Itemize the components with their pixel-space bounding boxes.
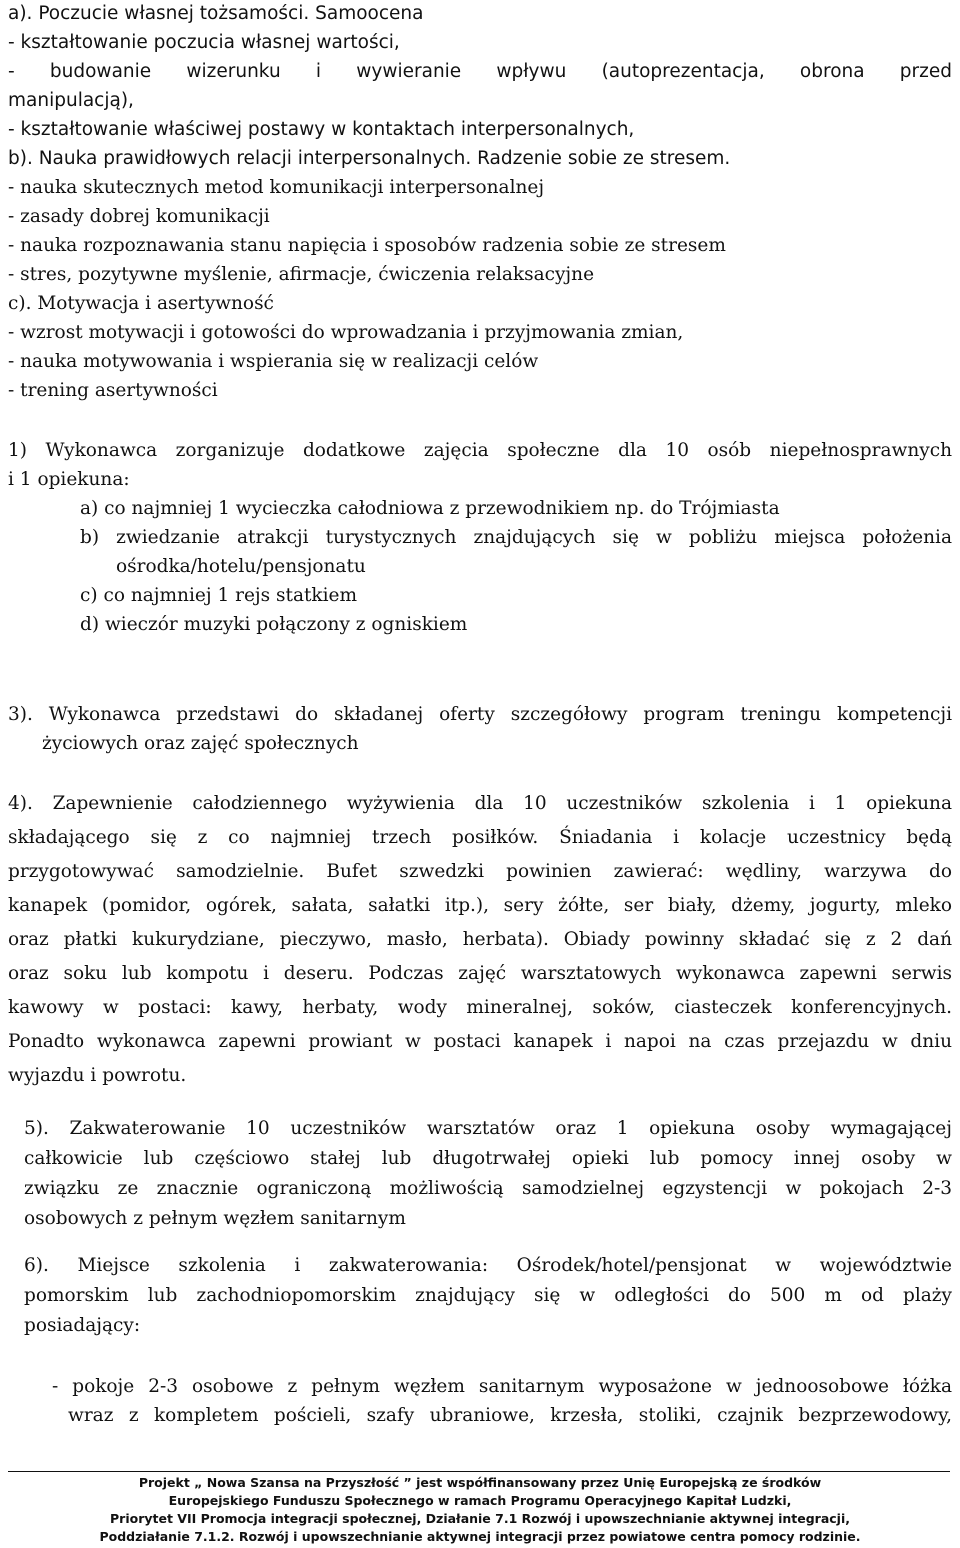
rooms-item-cont: wraz z kompletem pościeli, szafy ubraniowe, krzesła, stoliki, czajnik bezprzewodowy, <box>68 1405 952 1426</box>
section-c-item: - nauka motywowania i wspierania się w realizacji celów <box>8 351 539 372</box>
section-c-title: c). Motywacja i asertywność <box>8 293 274 314</box>
point-6-line: 6). Miejsce szkolenia i zakwaterowania: Ośrodek/hotel/pensjonat w województwie <box>24 1255 952 1276</box>
footer-line: Europejskiego Funduszu Społecznego w ramach Programu Operacyjnego Kapitał Ludzki, <box>168 1493 792 1508</box>
section-c-item: - wzrost motywacji i gotowości do wprowadzania i przyjmowania zmian, <box>8 322 684 343</box>
point-1-item-b-cont: ośrodka/hotelu/pensjonatu <box>116 556 366 577</box>
point-5-line: 5). Zakwaterowanie 10 uczestników warsztatów oraz 1 opiekuna osoby wymagającej <box>24 1118 952 1139</box>
footer-line: Projekt „ Nowa Szansa na Przyszłość ” jest współfinansowany przez Unię Europejską ze środków <box>138 1475 822 1490</box>
section-a-item: - kształtowanie właściwej postawy w kontaktach interpersonalnych, <box>8 119 635 140</box>
point-5-line: związku ze znacznie ograniczoną możliwością samodzielnej egzystencji w pokojach 2-3 <box>24 1178 952 1199</box>
footer-line: Poddziałanie 7.1.2. Rozwój i upowszechnianie aktywnej integracji przez powiatowe centra pomocy rodzinie. <box>99 1529 861 1544</box>
point-4-line: przygotowywać samodzielnie. Bufet szwedzki powinien zawierać: wędliny, warzywa do <box>8 861 952 882</box>
point-4-line: 4). Zapewnienie całodziennego wyżywienia dla 10 uczestników szkolenia i 1 opiekuna <box>8 793 952 814</box>
section-a-item: - budowanie wizerunku i wywieranie wpływu (autoprezentacja, obrona przed <box>8 61 952 82</box>
section-a-item: manipulacją), <box>8 90 134 111</box>
point-1-item-b: b) zwiedzanie atrakcji turystycznych znajdujących się w pobliżu miejsca położenia <box>80 527 952 548</box>
point-3-line: 3). Wykonawca przedstawi do składanej oferty szczegółowy program treningu kompetencji <box>8 704 952 725</box>
footer-line: Priorytet VII Promocja integracji społecznej, Działanie 7.1 Rozwój i upowszechnianie aktywnej integracji, <box>110 1511 850 1526</box>
point-5-line: całkowicie lub częściowo stałej lub długotrwałej opieki lub pomocy innej osoby w <box>24 1148 952 1169</box>
point-5-line: osobowych z pełnym węzłem sanitarnym <box>24 1208 406 1229</box>
section-b-item: - zasady dobrej komunikacji <box>8 206 270 227</box>
point-1-item-a: a) co najmniej 1 wycieczka całodniowa z przewodnikiem np. do Trójmiasta <box>80 498 780 519</box>
section-b-item: - nauka skutecznych metod komunikacji interpersonalnej <box>8 177 545 198</box>
point-4-line: kawowy w postaci: kawy, herbaty, wody mineralnej, soków, ciasteczek konferencyjnych. <box>8 997 952 1018</box>
point-4-line: kanapek (pomidor, ogórek, sałata, sałatki itp.), sery żółte, ser biały, dżemy, jogurty, mleko <box>8 895 952 916</box>
point-1-item-c: c) co najmniej 1 rejs statkiem <box>80 585 358 606</box>
point-4-line: Ponadto wykonawca zapewni prowiant w postaci kanapek i napoi na czas przejazdu w dniu <box>8 1031 952 1052</box>
section-b-item: - stres, pozytywne myślenie, afirmacje, ćwiczenia relaksacyjne <box>8 264 595 285</box>
section-b-item: - nauka rozpoznawania stanu napięcia i sposobów radzenia sobie ze stresem <box>8 235 726 256</box>
point-1-line: i 1 opiekuna: <box>8 469 130 490</box>
point-1-item-d: d) wieczór muzyki połączony z ogniskiem <box>80 614 468 635</box>
point-6-line: pomorskim lub zachodniopomorskim znajdujący się w odległości do 500 m od plaży <box>24 1285 952 1306</box>
section-a-item: - kształtowanie poczucia własnej wartości, <box>8 32 400 53</box>
point-4-line: oraz soku lub kompotu i deseru. Podczas zajęć warsztatowych wykonawca zapewni serwis <box>8 963 952 984</box>
point-1-line: 1) Wykonawca zorganizuje dodatkowe zajęcia społeczne dla 10 osób niepełnosprawnych <box>8 440 952 461</box>
point-6-line: posiadający: <box>24 1315 141 1336</box>
section-c-item: - trening asertywności <box>8 380 218 401</box>
rooms-item: - pokoje 2-3 osobowe z pełnym węzłem sanitarnym wyposażone w jednoosobowe łóżka <box>52 1376 952 1397</box>
section-a-title: a). Poczucie własnej tożsamości. Samoocena <box>8 3 424 24</box>
point-4-line: składającego się z co najmniej trzech posiłków. Śniadania i kolacje uczestnicy będą <box>8 827 952 848</box>
footer-divider <box>8 1471 950 1472</box>
section-b-title: b). Nauka prawidłowych relacji interpersonalnych. Radzenie sobie ze stresem. <box>8 148 731 169</box>
point-4-line: oraz płatki kukurydziane, pieczywo, masło, herbata). Obiady powinny składać się z 2 dań <box>8 929 952 950</box>
point-4-line: wyjazdu i powrotu. <box>8 1065 187 1086</box>
point-3-line: życiowych oraz zajęć społecznych <box>42 733 359 754</box>
